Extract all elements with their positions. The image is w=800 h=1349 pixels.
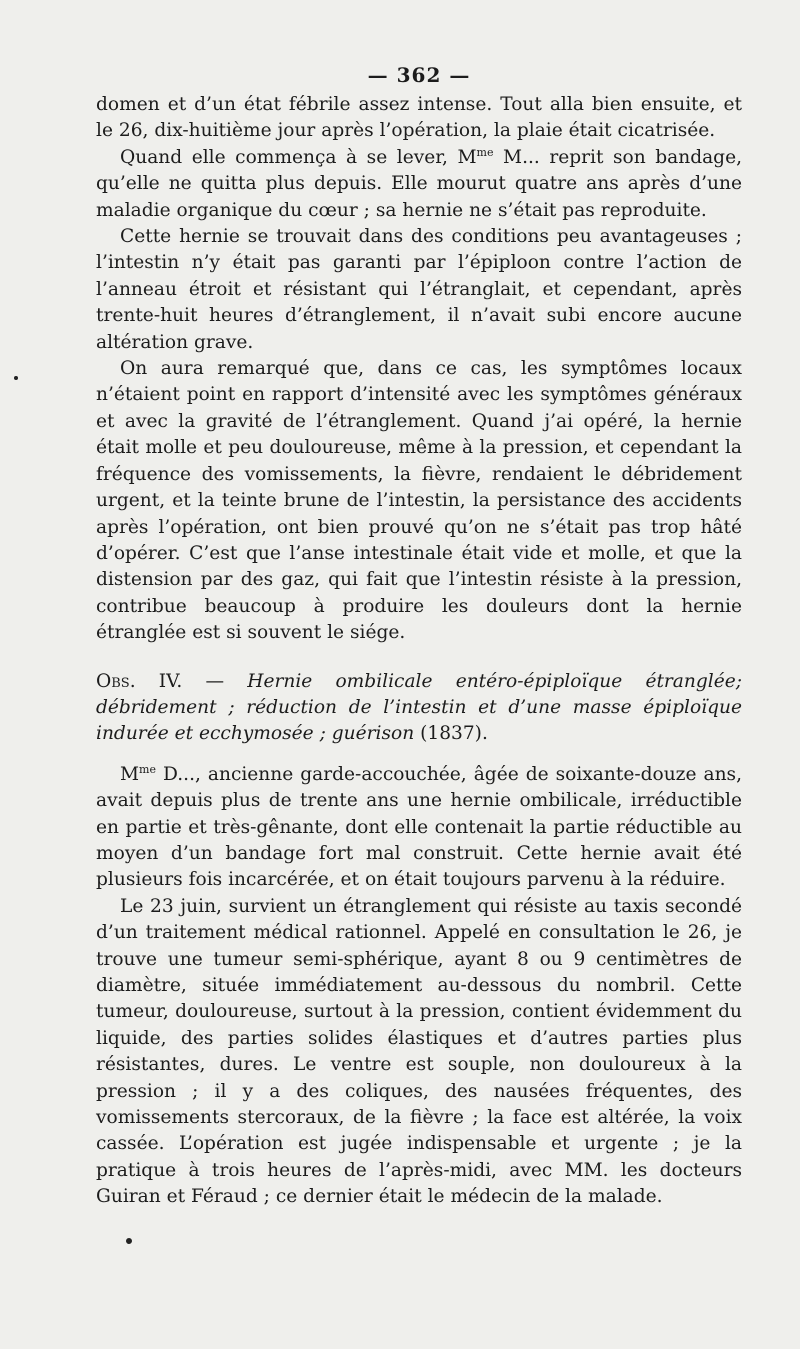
paragraph-3: Cette hernie se trouvait dans des conditions peu avantageuses ; l’intestin n’y était pas garanti par l’épiploon contre l’action de l’anneau étroit et résistant qui l’étranglait, et cependant, après trente-huit heures d’étranglement, il n’avait subi encore aucune altération grave. bbox=[96, 226, 742, 353]
paragraph-5-superscript: me bbox=[139, 762, 156, 776]
observation-title: Hernie ombilicale entéro-épiploïque étranglée; débridement ; réduction de l’intestin et d’une masse épiploïque indurée et ecchymosée ; guérison bbox=[96, 670, 742, 745]
observation-label: Obs. IV. bbox=[96, 670, 183, 692]
observation-year: (1837). bbox=[414, 723, 488, 745]
ink-speck bbox=[14, 376, 18, 380]
paragraph-2 bbox=[96, 145, 742, 224]
ink-speck bbox=[126, 1238, 132, 1244]
page-number: — 362 — bbox=[367, 63, 471, 87]
paragraph-2-rest: M... reprit son bandage, qu’elle ne quitta plus depuis. Elle mourut quatre ans après d’une maladie organique du cœur ; sa hernie ne s’était pas reproduite. bbox=[96, 146, 742, 221]
paragraph-4: On aura remarqué que, dans ce cas, les symptômes locaux n’étaient point en rapport d’intensité avec les symptômes généraux et avec la gravité de l’étranglement. Quand j’ai opéré, la hernie était molle et peu douloureuse, même à la pression, et cependant la fréquence des vomissements, la fièvre, rendaient le débridement urgent, et la teinte brune de l’intestin, la persistance des accidents après l’opération, ont bien prouvé qu’on ne s’était pas trop hâté d’opérer. C’est que l’anse intestinale était vide et molle, et que la distension par des gaz, qui fait que l’intestin résiste à la pression, contribue beaucoup à produire les douleurs dont la hernie étranglée est si souvent le siége. bbox=[96, 358, 742, 644]
paragraph-5-rest: D..., ancienne garde-accouchée, âgée de soixante-douze ans, avait depuis plus de trente ans une hernie ombilicale, irréductible en partie et très-gênante, dont elle contenait la partie réductible au moyen d’un bandage fort mal construit. Cette hernie avait été plusieurs fois incarcérée, et on était toujours parvenu à la réduire. bbox=[96, 763, 742, 891]
paragraph-2-superscript: me bbox=[476, 145, 494, 159]
paragraph-6: Le 23 juin, survient un étranglement qui résiste au taxis secondé d’un traitement médical rationnel. Appelé en consultation le 26, je trouve une tumeur semi-sphérique, ayant 8 ou 9 centimètres de diamètre, située immédiatement au-dessous du nombril. Cette tumeur, douloureuse, surtout à la pression, contient évidemment du liquide, des parties solides élastiques et d’autres parties plus résistantes, dures. Le ventre est souple, non douloureux à la pression ; il y a des coliques, des nausées fréquentes, des vomissements stercoraux, de la fièvre ; la face est altérée, la voix cassée. L’opération est jugée indispensable et urgente ; je la pratique à trois heures de l’après-midi, avec MM. les docteurs Guiran et Féraud ; ce dernier était le médecin de la malade. bbox=[96, 895, 742, 1208]
observation-heading bbox=[96, 669, 742, 748]
paragraph-1: domen et d’un état fébrile assez intense. Tout alla bien ensuite, et le 26, dix-huitième jour après l’opération, la plaie était cicatrisée. bbox=[96, 94, 742, 142]
paragraph-2-start: Quand elle commença à se lever, M bbox=[120, 146, 477, 168]
paragraph-5-start: M bbox=[120, 763, 140, 785]
paragraph-5 bbox=[96, 762, 742, 894]
observation-dash: — bbox=[182, 670, 248, 692]
